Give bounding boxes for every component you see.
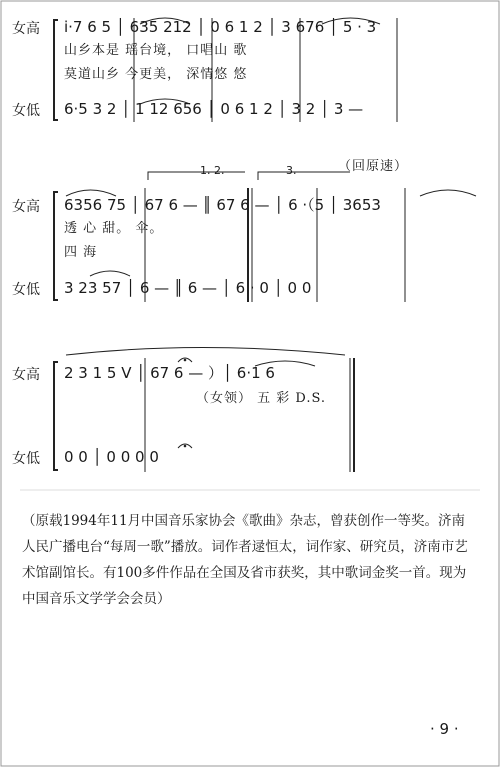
system1-lyrics-2: 莫道山乡 今更美， 深情悠 悠 [64, 67, 248, 82]
system1-upper-label: 女高 [12, 21, 40, 37]
system2-lower-notes: 3 23 57 │ 6 — ║ 6 — │ 6 · 0 │ 0 0 [64, 279, 312, 297]
system1-upper-notes: i·7 6 5 │ 635 212 │ 0 6 1 2 │ 3 676 │ 5 · 3 [64, 18, 377, 36]
volta-1-2-label: 1. 2. [200, 164, 225, 177]
system3-lower-notes: 0 0 │ 0 0 0 0 [64, 448, 159, 466]
system1-lower-label: 女低 [12, 103, 40, 119]
system3-upper-label: 女高 [12, 367, 40, 383]
system3-lyrics-1: （女领） 五 彩 D.S. [196, 391, 327, 406]
system2-upper-notes: 6356 75 │ 67 6 — ║ 67 6 — │ 6 ·（5 │ 3653 [64, 196, 381, 214]
tempo-marking: （回原速） [338, 159, 409, 174]
page-number: · 9 · [430, 720, 459, 738]
system1-lower-notes: 6·5 3 2 │ 1 12 656 │ 0 6 1 2 │ 3 2 │ 3 — [64, 100, 364, 118]
system3-lower-label: 女低 [12, 451, 40, 467]
system2-lyrics-2: 四 海 [64, 245, 98, 260]
system2-upper-label: 女高 [12, 199, 40, 215]
system2-lower-label: 女低 [12, 282, 40, 298]
system2-lyrics-1: 透 心 甜。 伞。 [64, 221, 164, 236]
volta-3-label: 3. [286, 164, 297, 177]
system3-upper-notes: 2 3 1 5 V │ 67 6 — ）│ 6·1 6 [64, 364, 275, 382]
system1-lyrics-1: 山乡本是 瑶台境， 口唱山 歌 [64, 43, 248, 58]
footnote-paragraph: （原载1994年11月中国音乐家协会《歌曲》杂志，曾获创作一等奖。济南人民广播电台“每周一歌”播放。词作者逯恒太，词作家、研究员，济南市艺术馆副馆长。有100多件作品在全国及省市获奖，其中歌词金奖一首。现为中国音乐文学学会会员） [22, 513, 468, 607]
